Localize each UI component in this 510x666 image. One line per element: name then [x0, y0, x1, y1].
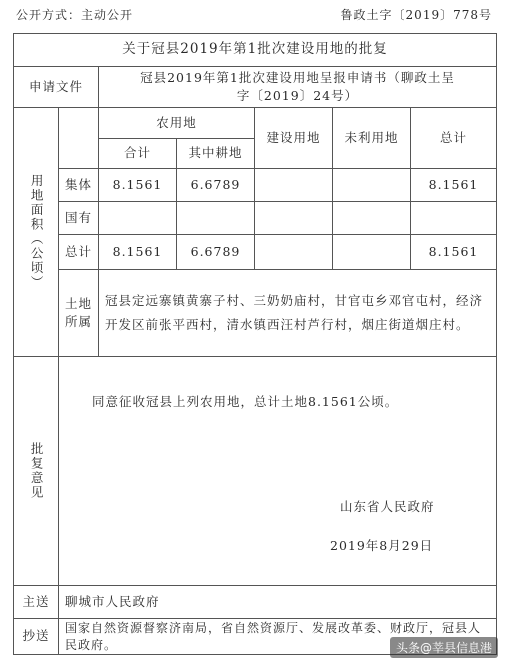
sum-cultivated: 6.6789: [176, 234, 255, 270]
application-label: 申请文件: [13, 66, 99, 108]
form-title: 关于冠县2019年第1批次建设用地的批复: [13, 33, 497, 67]
ownership-label: 土地所属: [58, 269, 99, 357]
main-recipient-label: 主送: [13, 585, 59, 619]
collective-construction: [254, 168, 333, 202]
construction-header: 建设用地: [254, 107, 333, 169]
area-header-blank: [58, 107, 99, 169]
state-total: [410, 201, 497, 235]
disclosure-method: 公开方式：主动公开: [16, 8, 134, 22]
state-cultivated: [176, 201, 255, 235]
approval-text: 同意征收冠县上列农用地，总计土地8.1561公顷。: [92, 394, 399, 409]
cc-recipients: 国家自然资源督察济南局，省自然资源厅、发展改革委、财政厅，冠县人民政府。: [58, 618, 497, 655]
state-construction: [254, 201, 333, 235]
sum-subtotal: 8.1561: [98, 234, 177, 270]
state-subtotal: [98, 201, 177, 235]
state-unused: [332, 201, 411, 235]
state-label: 国有: [58, 201, 99, 235]
ownership-villages: 冠县定远寨镇黄寨子村、三奶奶庙村，甘官屯乡邓官屯村，经济开发区前张平西村，清水镇西汪村芦行村，烟庄街道烟庄村。: [98, 269, 497, 357]
farmland-header: 农用地: [98, 107, 255, 139]
sum-construction: [254, 234, 333, 270]
cc-label: 抄送: [13, 618, 59, 655]
cultivated-header: 其中耕地: [176, 138, 255, 169]
subtotal-header: 合计: [98, 138, 177, 169]
document-number: 鲁政土字〔2019〕778号: [340, 8, 492, 22]
sum-total: 8.1561: [410, 234, 497, 270]
main-recipient: 聊城市人民政府: [58, 585, 497, 619]
collective-cultivated: 6.6789: [176, 168, 255, 202]
collective-total: 8.1561: [410, 168, 497, 202]
approval-label: 批复意见: [13, 356, 59, 586]
unused-header: 未利用地: [332, 107, 411, 169]
application-document: 冠县2019年第1批次建设用地呈报申请书（聊政土呈字〔2019〕24号）: [98, 66, 497, 108]
collective-unused: [332, 168, 411, 202]
land-area-label: 用地面积（公顷）: [13, 107, 59, 357]
watermark: 头条@莘县信息港: [390, 637, 498, 658]
issue-date: 2019年8月29日: [330, 538, 434, 553]
total-header: 总计: [410, 107, 497, 169]
collective-label: 集体: [58, 168, 99, 202]
collective-subtotal: 8.1561: [98, 168, 177, 202]
sum-unused: [332, 234, 411, 270]
issuer: 山东省人民政府: [340, 499, 435, 514]
sum-label: 总计: [58, 234, 99, 270]
